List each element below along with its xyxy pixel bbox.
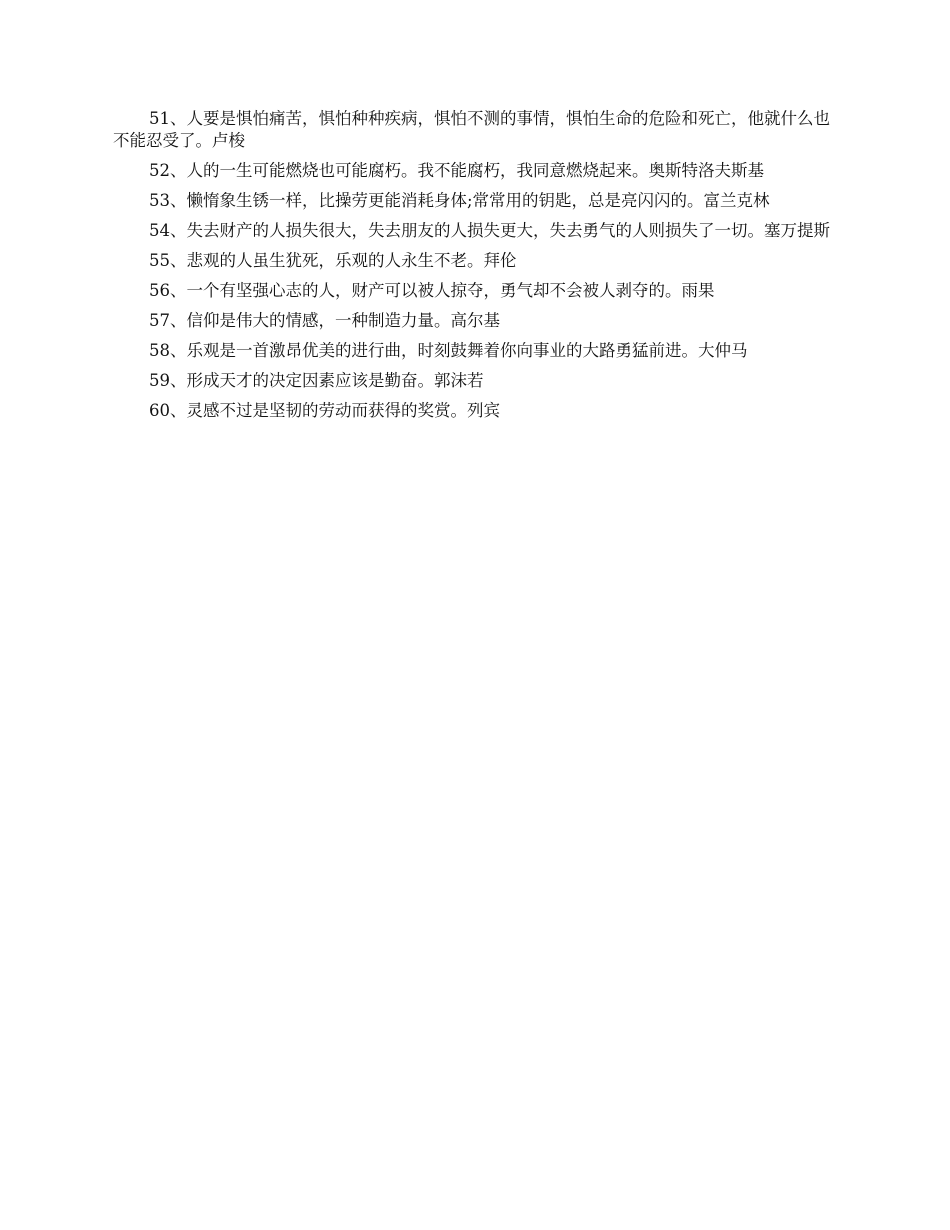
quote-list — [113, 108, 831, 430]
quote-57: 57、信仰是伟大的情感，一种制造力量。高尔基 — [149, 311, 500, 330]
quote-54: 54、失去财产的人损失很大，失去朋友的人损失更大，失去勇气的人则损失了一切。塞万提斯 — [149, 221, 830, 240]
quote-60: 60、灵感不过是坚韧的劳动而获得的奖赏。列宾 — [149, 401, 500, 420]
quote-55: 55、悲观的人虽生犹死，乐观的人永生不老。拜伦 — [149, 251, 517, 270]
quote-56: 56、一个有坚强心志的人，财产可以被人掠夺，勇气却不会被人剥夺的。雨果 — [149, 281, 715, 300]
quote-52: 52、人的一生可能燃烧也可能腐朽。我不能腐朽，我同意燃烧起来。奥斯特洛夫斯基 — [149, 161, 764, 180]
quote-51: 51、人要是惧怕痛苦，惧怕种种疾病，惧怕不测的事情，惧怕生命的危险和死亡，他就什么也不能忍受了。卢梭 — [113, 109, 830, 150]
quote-59: 59、形成天才的决定因素应该是勤奋。郭沫若 — [149, 371, 484, 390]
quote-53: 53、懒惰象生锈一样，比操劳更能消耗身体;常常用的钥匙，总是亮闪闪的。富兰克林 — [149, 191, 770, 210]
quote-58: 58、乐观是一首激昂优美的进行曲，时刻鼓舞着你向事业的大路勇猛前进。大仲马 — [149, 341, 748, 360]
